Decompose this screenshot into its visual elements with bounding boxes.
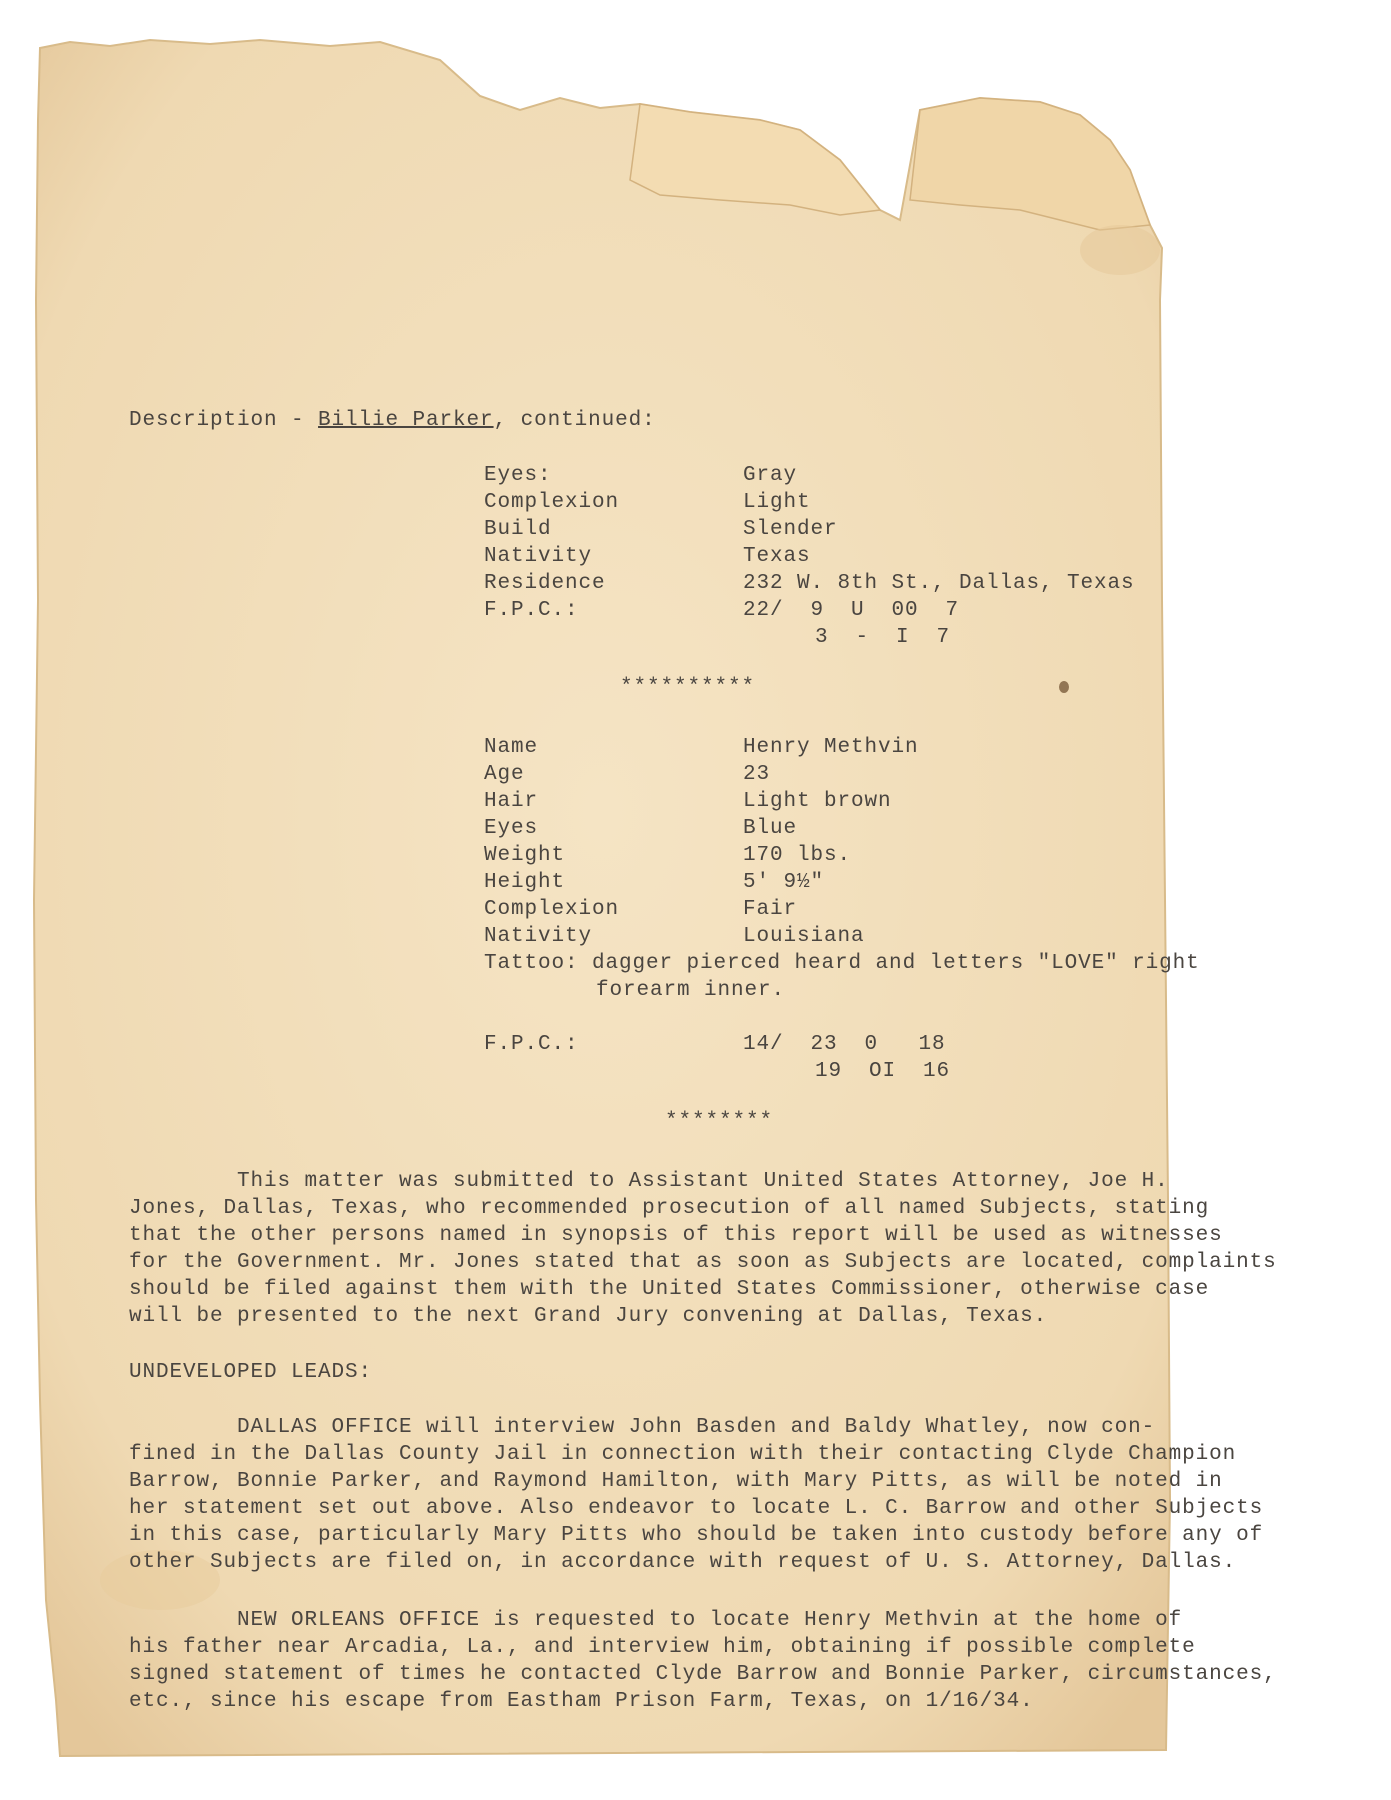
- label-complexion-henry: Complexion: [484, 898, 620, 921]
- label-fpc-henry: F.P.C.:: [484, 1033, 579, 1056]
- value-complexion: Light: [743, 491, 811, 514]
- label-eyes-henry: Eyes: [484, 817, 539, 840]
- text-line: etc., since his escape from Eastham Prison Farm, Texas, on 1/16/34.: [129, 1690, 1034, 1713]
- value-name: Henry Methvin: [743, 736, 919, 759]
- separator-stars: **********: [620, 676, 756, 699]
- label-weight: Weight: [484, 844, 566, 867]
- value-fpc-henry: 14/ 23 0 18: [743, 1033, 946, 1056]
- label-height: Height: [484, 871, 566, 894]
- value-hair: Light brown: [743, 790, 892, 813]
- text-line: signed statement of times he contacted Clyde Barrow and Bonnie Parker, circumstances,: [129, 1663, 1277, 1686]
- value-nativity: Texas: [743, 545, 811, 568]
- value-fpc: 22/ 9 U 00 7: [743, 599, 960, 622]
- stain: [1059, 681, 1069, 693]
- label-nativity: Nativity: [484, 545, 593, 568]
- label-nativity-henry: Nativity: [484, 925, 593, 948]
- text-line: NEW ORLEANS OFFICE is requested to locate Henry Methvin at the home of: [129, 1609, 1183, 1632]
- stain: [1080, 225, 1160, 275]
- text-line: in this case, particularly Mary Pitts who should be taken into custody before any of: [129, 1524, 1264, 1547]
- text-line: DALLAS OFFICE will interview John Basden and Baldy Whatley, now con-: [129, 1416, 1156, 1439]
- label-age: Age: [484, 763, 525, 786]
- text-line: will be presented to the next Grand Jury convening at Dallas, Texas.: [129, 1305, 1048, 1328]
- text-line: Barrow, Bonnie Parker, and Raymond Hamilton, with Mary Pitts, as will be noted in: [129, 1470, 1223, 1493]
- value-age: 23: [743, 763, 771, 786]
- text-line: his father near Arcadia, La., and interview him, obtaining if possible complete: [129, 1636, 1196, 1659]
- label-residence: Residence: [484, 572, 606, 595]
- text-line: This matter was submitted to Assistant United States Attorney, Joe H.: [129, 1170, 1169, 1193]
- separator-stars-2: ********: [665, 1110, 774, 1133]
- label-name: Name: [484, 736, 539, 759]
- text-line: should be filed against them with the United States Commissioner, otherwise case: [129, 1278, 1210, 1301]
- tattoo-line-1: Tattoo: dagger pierced heard and letters "LOVE" right: [484, 952, 1200, 975]
- value-build: Slender: [743, 518, 838, 541]
- value-fpc-line2: 3 - I 7: [815, 626, 951, 649]
- tattoo-line-2: forearm inner.: [596, 979, 786, 1002]
- value-residence: 232 W. 8th St., Dallas, Texas: [743, 572, 1135, 595]
- label-hair: Hair: [484, 790, 539, 813]
- value-complexion-henry: Fair: [743, 898, 798, 921]
- paragraph-dallas-office: [129, 1414, 1263, 1576]
- label-eyes: Eyes:: [484, 464, 552, 487]
- paragraph-prosecution: [129, 1168, 1277, 1330]
- value-fpc-henry-line2: 19 OI 16: [815, 1060, 951, 1083]
- label-build: Build: [484, 518, 552, 541]
- label-complexion: Complexion: [484, 491, 620, 514]
- text-line: fined in the Dallas County Jail in connection with their contacting Clyde Champion: [129, 1443, 1237, 1466]
- paragraph-new-orleans-office: [129, 1607, 1277, 1715]
- value-eyes-henry: Blue: [743, 817, 798, 840]
- value-eyes: Gray: [743, 464, 798, 487]
- section-header: [129, 407, 656, 434]
- text-line: other Subjects are filed on, in accordance with request of U. S. Attorney, Dallas.: [129, 1551, 1237, 1574]
- text-line: Jones, Dallas, Texas, who recommended prosecution of all named Subjects, stating: [129, 1197, 1210, 1220]
- value-height: 5' 9½": [743, 871, 825, 894]
- value-nativity-henry: Louisiana: [743, 925, 865, 948]
- text-line: for the Government. Mr. Jones stated that as soon as Subjects are located, complaints: [129, 1251, 1277, 1274]
- text-line: her statement set out above. Also endeavor to locate L. C. Barrow and other Subjects: [129, 1497, 1264, 1520]
- undeveloped-leads-heading: UNDEVELOPED LEADS:: [129, 1361, 373, 1384]
- subject-name-billie-parker: Billie Parker: [318, 409, 494, 432]
- header-prefix: Description -: [129, 409, 319, 432]
- text-line: that the other persons named in synopsis of this report will be used as witnesses: [129, 1224, 1223, 1247]
- value-weight: 170 lbs.: [743, 844, 852, 867]
- header-suffix: , continued:: [493, 409, 656, 432]
- label-fpc: F.P.C.:: [484, 599, 579, 622]
